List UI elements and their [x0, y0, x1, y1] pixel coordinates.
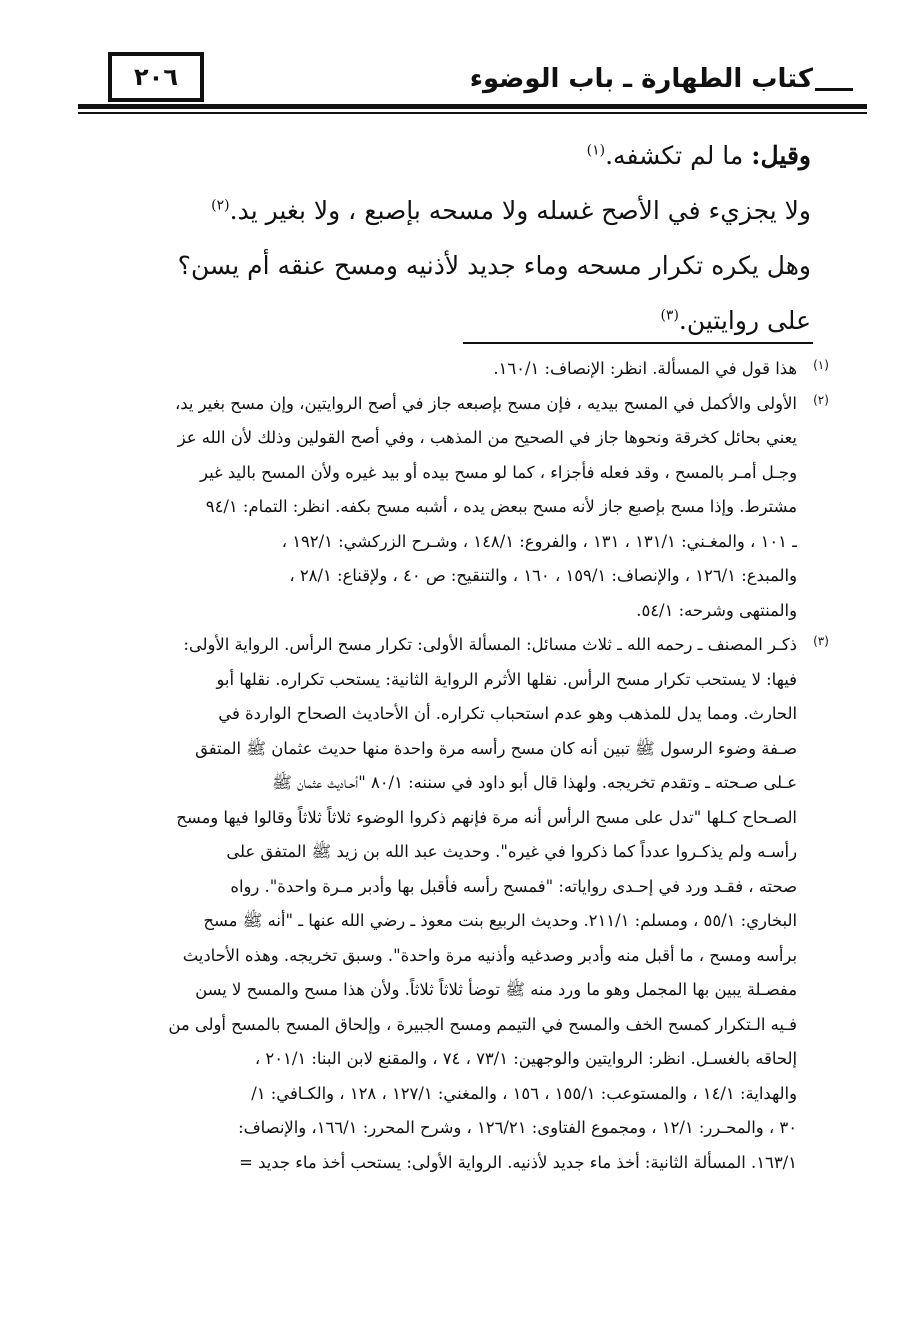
main-line	[81, 183, 811, 238]
footnote-line: صحته ، فقـد ورد في إحـدى رواياته: "فمسح رأسه فأقبل بها وأدبر مـرة واحدة". رواه	[230, 876, 797, 896]
footnote-line: والهداية: ١٤/١ ، والمستوعب: ١٥٥/١ ، ١٥٦ ، والمغني: ١٢٧/١ ، ١٢٨ ، والكـافي: ١/	[251, 1083, 797, 1103]
main-line-text: ولا يجزيء في الأصح غسله ولا مسحه بإصبع ، ولا بغير يد.	[229, 196, 811, 225]
main-line-text: ما لم تكشفه.	[605, 141, 752, 170]
footnote-line: ـ ١٠١ ، والمغـني: ١٣١/١ ، ١٣١ ، والفروع: ١٤٨/١ ، وشـرح الزركشي: ١٩٢/١ ،	[281, 531, 797, 551]
footnote-line: مشترط. وإذا مسح بإصبع جاز لأنه مسح ببعض يده ، أشبه مسح بكفه. انظر: التمام: ٩٤/١	[205, 497, 797, 516]
footnote-line: والمبدع: ١٢٦/١ ، والإنصاف: ١٥٩/١ ، ١٦٠ ، والتنقيح: ص ٤٠ ، ولإقناع: ٢٨/١ ،	[289, 566, 797, 585]
footnote-line: هذا قول في المسألة. انظر: الإنصاف: ١٦٠/١.	[493, 359, 797, 378]
main-line	[81, 128, 811, 183]
footnote-line: الأولى والأكمل في المسح بيديه ، فإن مسح بإصبعه جاز في أصح الروايتين، وإن مسح بغير يد،	[174, 393, 797, 413]
footnote-line: صـفة وضوء الرسول ﷺ تبين أنه كان مسح رأسه مرة واحدة منها حديث عثمان ﷺ المتفق	[195, 738, 797, 758]
footnote-line: وجـل أمـر بالمسح ، وقد فعله فأجزاء ، كما لو مسح بيده أو بيد غيره ولأن المسح باليد غير	[200, 462, 797, 482]
footnote-line: ٣٠ ، والمحـرر: ١٢/١ ، ومجموع الفتاوى: ١٢٦/٢١ ، وشرح المحرر: ١٦٦/١، والإنصاف:	[238, 1118, 797, 1137]
main-line-text: على روايتين.	[678, 306, 811, 335]
footnote-line: عـلى صـحته ـ وتقدم تخريجه. ولهذا قال أبو داود في سننه: ٨٠/١ "أحـاديث عثمان ﷺ	[272, 773, 797, 792]
footnotes	[65, 352, 845, 1180]
footnote-ref: (١)	[586, 142, 606, 159]
footnote-ref: (٢)	[211, 197, 230, 214]
footnote-line: مفصـلة يبين بها المجمل وهو ما ورد منه ﷺ توضأ ثلاثاً ثلاثاً. ولأن هذا مسح والمسح لا يسن	[195, 980, 797, 999]
footnote-line: الصـحاح كـلها "تدل على مسح الرأس أنه مرة فإنهم ذكروا الوضوء ثلاثاً ثلاثاً وقالوا فيها ومسح	[176, 807, 797, 827]
footnote-ref: (٣)	[660, 307, 679, 324]
footnote-marker: (٢)	[813, 392, 829, 407]
footnote-line: إلحاقه بالغسـل. انظر: الروايتين والوجهين: ٧٣/١ ، ٧٤ ، والمقنع لابن البنا: ٢٠١/١ ،	[254, 1049, 797, 1068]
footnote-line: والمنتهى وشرحه: ٥٤/١.	[636, 600, 797, 620]
footnote-2	[65, 387, 845, 629]
page-number: ٢٠٦	[108, 52, 204, 102]
footnote-line: فـيه الـتكرار كمسح الخف والمسح في التيمم ومسح الجبيرة ، وإلحاق المسح بالمسح أولى من	[168, 1014, 797, 1034]
footnote-line: فيها: لا يستحب تكرار مسح الرأس. نقلها الأثرم الرواية الثانية: يستحب تكراره. نقلها أبو	[216, 669, 797, 689]
footnote-body	[65, 352, 797, 387]
footnote-body	[65, 628, 797, 1180]
main-line-lead: وقيل:	[751, 141, 811, 170]
footnote-line: ١٦٣/١. المسألة الثانية: أخذ ماء جديد لأذنيه. الرواية الأولى: يستحب أخذ ماء جديد =	[239, 1152, 797, 1172]
main-text	[81, 128, 811, 348]
footnote-line: ذكـر المصنف ـ رحمه الله ـ ثلاث مسائل: المسألة الأولى: تكرار مسح الرأس. الرواية الأولى:	[183, 635, 797, 654]
header-dash	[815, 88, 853, 91]
footnote-3	[65, 628, 845, 1180]
footnote-body	[65, 387, 797, 629]
footnote-line: يعني بحائل كخرقة ونحوها جاز في الصحيح من المذهب ، وفي أصح القولين وذلك لأن الله عز	[177, 428, 797, 447]
footnote-line: البخاري: ٥٥/١ ، ومسلم: ٢١١/١. وحديث الربيع بنت معوذ ـ رضي الله عنها ـ "أنه ﷺ مسح	[203, 911, 797, 930]
running-header-title: كتاب الطهارة ـ باب الوضوء	[469, 64, 813, 94]
footnote-line: برأسه ومسح ، ما أقبل منه وأدبر وصدغيه وأذنيه مرة واحدة". وسبق تخريجه. وهذه الأحاديث	[182, 945, 797, 965]
footnote-line: الحارث. ومما يدل للمذهب وهو عدم استحباب تكراره. أن الأحاديث الصحاح الواردة في	[218, 704, 797, 723]
main-line-text: وهل يكره تكرار مسحه وماء جديد لأذنيه ومسح عنقه أم يسن؟	[177, 251, 811, 280]
header-rule-thin	[78, 112, 867, 114]
footnote-divider	[463, 342, 813, 344]
footnote-line: رأسـه ولم يذكـروا عدداً كما ذكروا في غيره". وحديث عبد الله بن زيد ﷺ المتفق على	[226, 842, 797, 861]
footnote-marker: (١)	[813, 358, 829, 372]
main-line	[81, 238, 811, 293]
footnote-marker: (٣)	[813, 634, 829, 648]
footnote-1	[65, 352, 845, 387]
header-rule	[78, 104, 867, 109]
main-line	[81, 293, 811, 348]
